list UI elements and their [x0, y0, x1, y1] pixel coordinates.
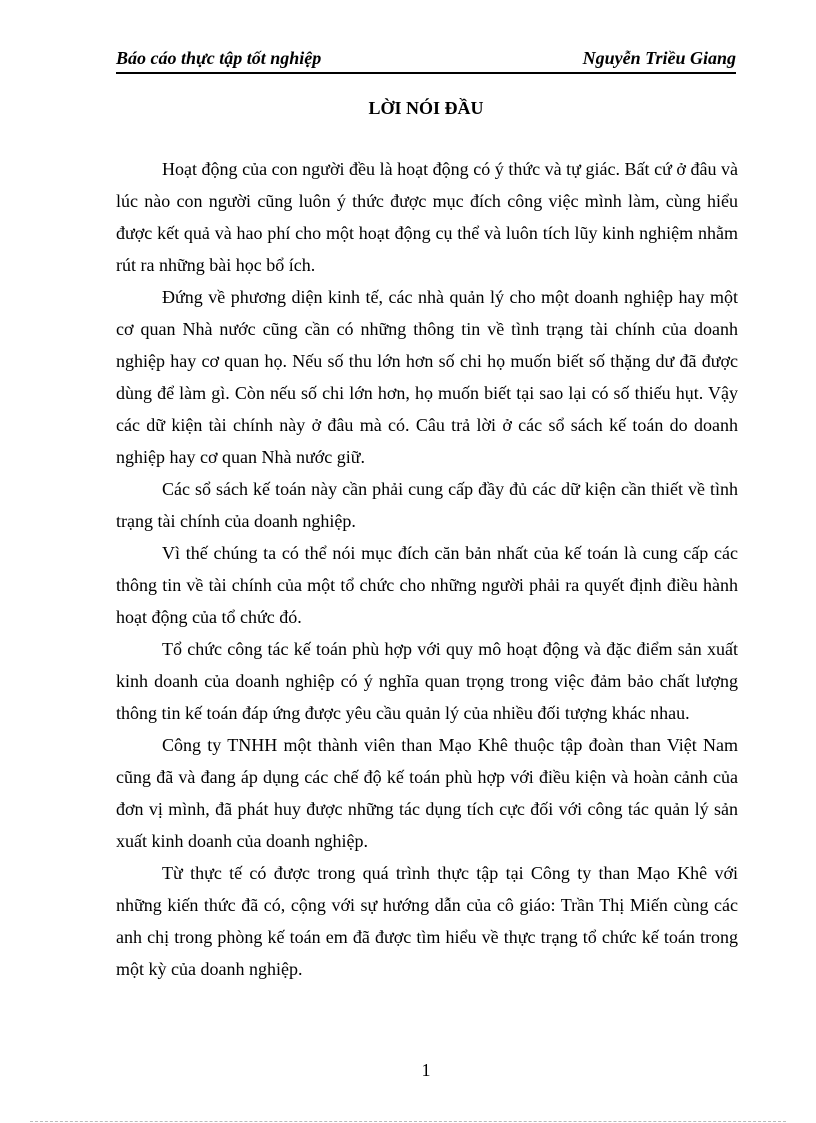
- paragraph-2: Đứng về phương diện kinh tế, các nhà quản lý cho một doanh nghiệp hay một cơ quan Nhà nước cũng cần có những thông tin về tình trạng tài chính của doanh nghiệp hay cơ quan họ. Nếu số thu lớn hơn số chi họ muốn biết số thặng dư đã được dùng để làm gì. Còn nếu số chi lớn hơn, họ muốn biết tại sao lại có số thiếu hụt. Vậy các dữ kiện tài chính này ở đâu mà có. Câu trả lời ở các sổ sách kế toán do doanh nghiệp hay cơ quan Nhà nước giữ.: [116, 287, 738, 467]
- running-header: [116, 48, 736, 74]
- page-title: LỜI NÓI ĐẦU: [368, 98, 484, 118]
- paragraph-7: Từ thực tế có được trong quá trình thực tập tại Công ty than Mạo Khê với những kiến thức đã có, cộng với sự hướng dẫn của cô giáo: Trần Thị Miến cùng các anh chị trong phòng kế toán em đã được tìm hiểu về thực trạng tổ chức kế toán trong một kỳ của doanh nghiệp.: [116, 863, 738, 979]
- paragraph-6: Công ty TNHH một thành viên than Mạo Khê thuộc tập đoàn than Việt Nam cũng đã và đang áp dụng các chế độ kế toán phù hợp với điều kiện và hoàn cảnh của đơn vị mình, đã phát huy được những tác dụng tích cực đối với công tác quản lý sản xuất kinh doanh của doanh nghiệp.: [116, 735, 738, 851]
- paragraph-4: Vì thế chúng ta có thể nói mục đích căn bản nhất của kế toán là cung cấp các thông tin về tài chính của một tổ chức cho những người phải ra quyết định điều hành hoạt động của tổ chức đó.: [116, 543, 738, 627]
- document-body: [116, 153, 738, 985]
- paragraph-5: Tổ chức công tác kế toán phù hợp với quy mô hoạt động và đặc điểm sản xuất kinh doanh của doanh nghiệp có ý nghĩa quan trọng trong việc đảm bảo chất lượng thông tin kế toán đáp ứng được yêu cầu quản lý của nhiều đối tượng khác nhau.: [116, 639, 738, 723]
- header-report-title: Báo cáo thực tập tốt nghiệp: [116, 48, 322, 68]
- page-bottom-divider: [30, 1121, 786, 1122]
- page-number: 1: [421, 1060, 431, 1080]
- header-author-name: Nguyễn Triều Giang: [582, 48, 736, 68]
- paragraph-3: Các sổ sách kế toán này cần phải cung cấp đầy đủ các dữ kiện cần thiết về tình trạng tài chính của doanh nghiệp.: [116, 479, 738, 531]
- paragraph-1: Hoạt động của con người đều là hoạt động có ý thức và tự giác. Bất cứ ở đâu và lúc nào con người cũng luôn ý thức được mục đích công việc mình làm, cùng hiểu được kết quả và hao phí cho một hoạt động cụ thể và luôn tích lũy kinh nghiệm nhằm rút ra những bài học bổ ích.: [116, 159, 738, 275]
